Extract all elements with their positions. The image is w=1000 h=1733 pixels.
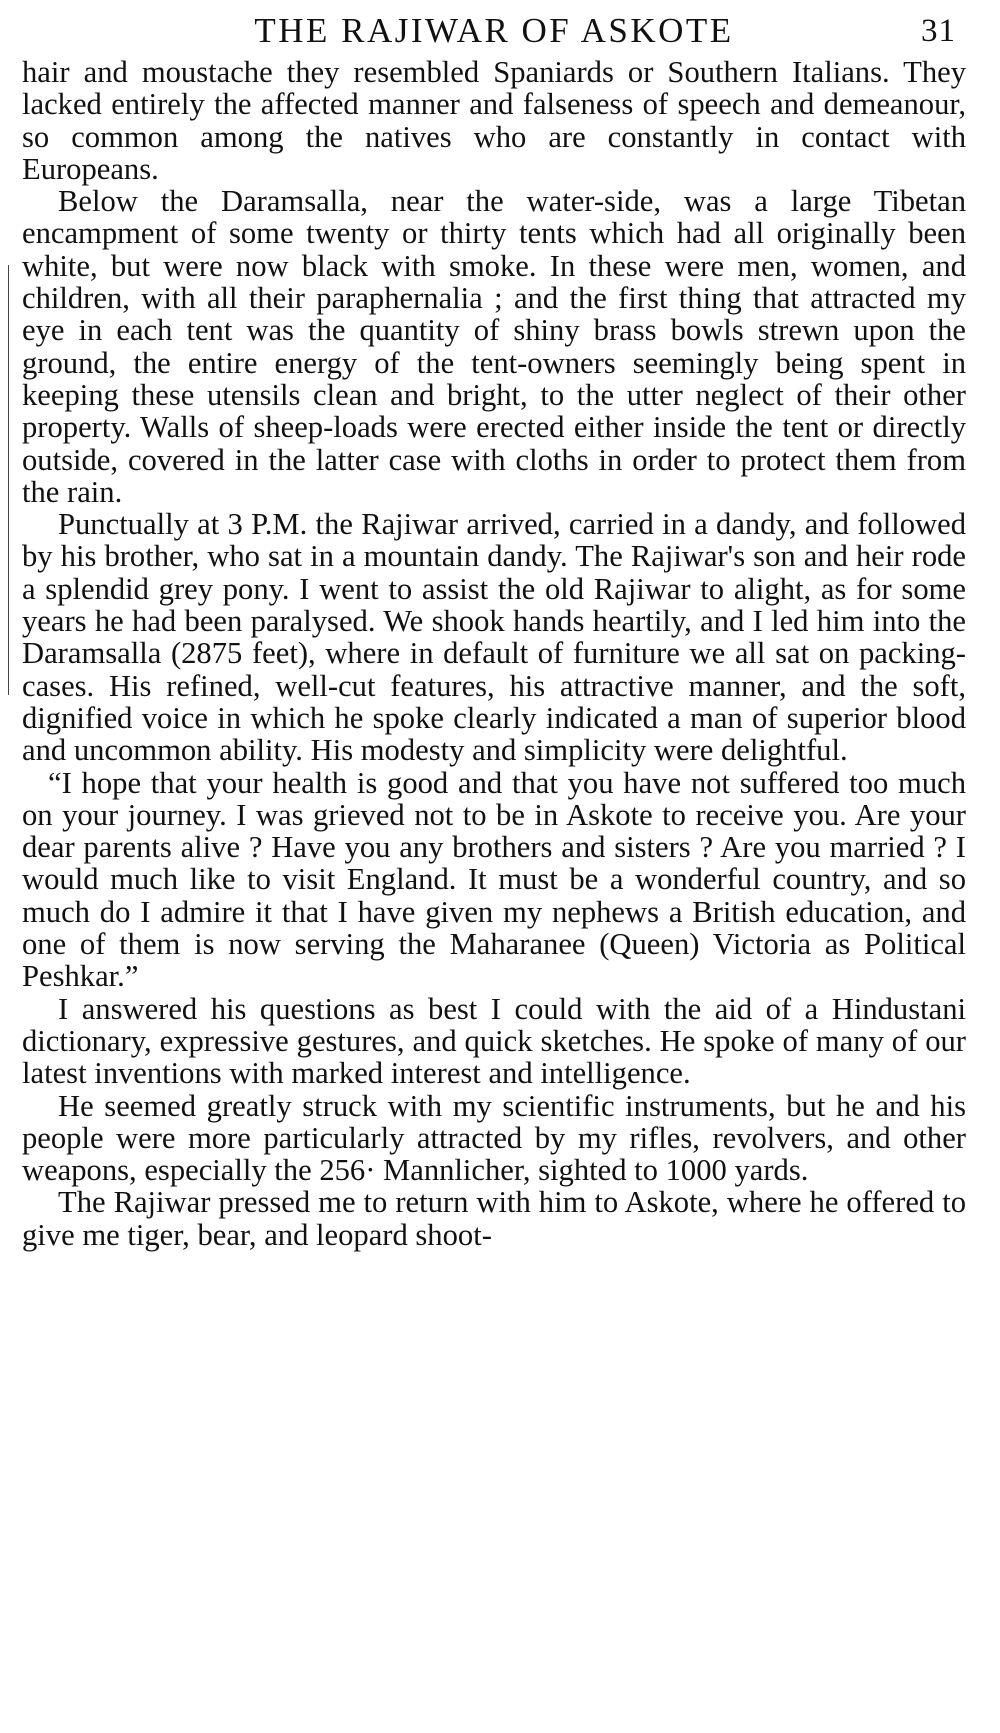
chapter-title: THE RAJIWAR OF ASKOTE [254, 11, 734, 50]
paragraph: The Rajiwar pressed me to return with him to Askote, where he offered to give me tiger, bear, and leopard shoot- [22, 1185, 966, 1252]
margin-rule [8, 265, 9, 695]
body-text [22, 56, 966, 1251]
running-head [22, 6, 966, 56]
paragraph: hair and moustache they resembled Spaniards or Southern Italians. They lacked entirely the affected manner and falseness of speech and demeanour, so common among the natives who are constantly in contact with Europeans. [22, 55, 966, 186]
paragraph: Punctually at 3 P.M. the Rajiwar arrived, carried in a dandy, and followed by his brother, who sat in a mountain dandy. The Rajiwar's son and heir rode a splendid grey pony. I went to assist the old Rajiwar to alight, as for some years he had been paralysed. We shook hands heartily, and I led him into the Daramsalla (2875 feet), where in default of furniture we all sat on packing-cases. His refined, well-cut features, his attractive manner, and the soft, dignified voice in which he spoke clearly indicated a man of superior blood and uncommon ability. His modesty and simplicity were delightful. [22, 507, 966, 768]
page-number: 31 [921, 13, 956, 49]
paragraph: Below the Daramsalla, near the water-side, was a large Tibetan encampment of some twenty or thirty tents which had all originally been white, but were now black with smoke. In these were men, women, and children, with all their paraphernalia ; and the first thing that attracted my eye in each tent was the quantity of shiny brass bowls strewn upon the ground, the entire energy of the tent-owners seemingly being spent in keeping these utensils clean and bright, to the utter neglect of their other property. Walls of sheep-loads were erected either inside the tent or directly outside, covered in the latter case with cloths in order to protect them from the rain. [22, 184, 966, 509]
paragraph: He seemed greatly struck with my scientific instruments, but he and his people were more particularly attracted by my rifles, revolvers, and other weapons, especially the 256· Mannlicher, sighted to 1000 yards. [22, 1088, 966, 1188]
paragraph: “I hope that your health is good and that you have not suffered too much on your journey. I was grieved not to be in Askote to receive you. Are your dear parents alive ? Have you any brothers and sisters ? Are you married ? I would much like to visit England. It must be a wonderful country, and so much do I admire it that I have given my nephews a British education, and one of them is now serving the Maharanee (Queen) Victoria as Political Peshkar.” [22, 765, 966, 994]
paragraph: I answered his questions as best I could with the aid of a Hindustani dictionary, expressive gestures, and quick sketches. He spoke of many of our latest inventions with marked interest and intelligence. [22, 991, 966, 1091]
